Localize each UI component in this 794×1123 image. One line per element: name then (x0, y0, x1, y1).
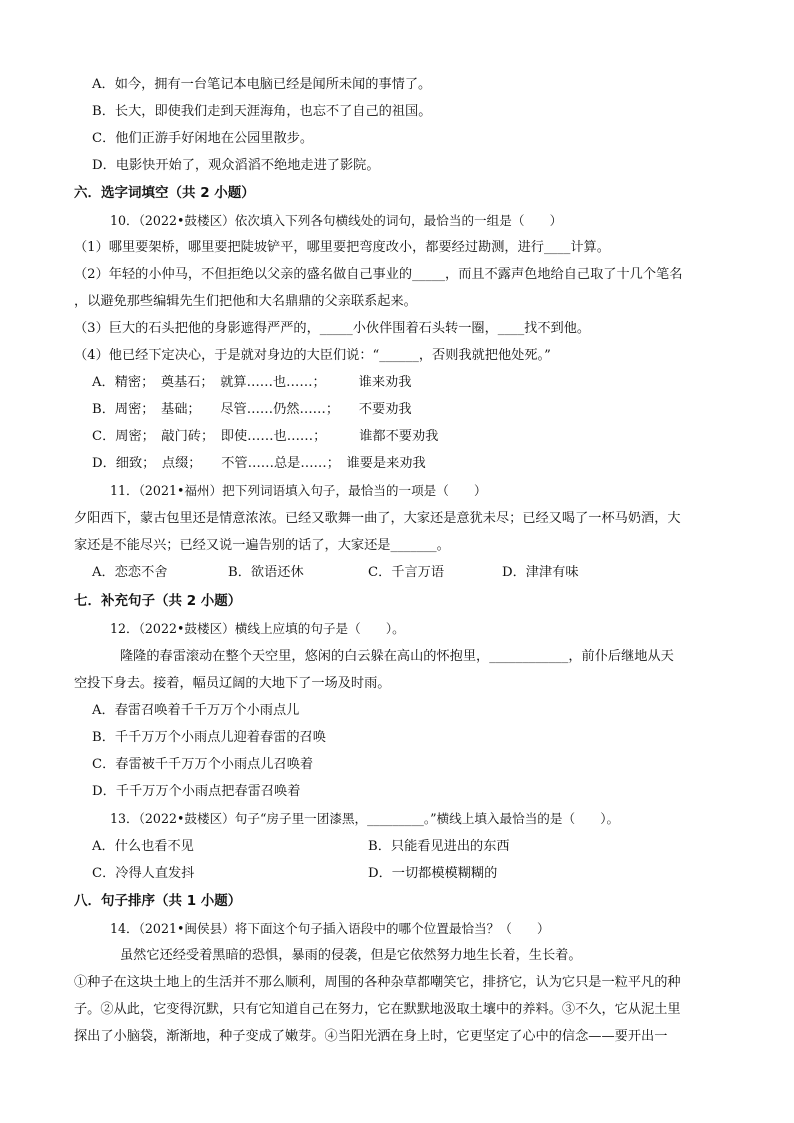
question-stem: 10．（2022•鼓楼区）依次填入下列各句横线处的词句，最恰当的一组是（ ） (110, 213, 563, 228)
option-c: C．周密； 敲门砖； 即使……也……； 谁都不要劝我 (92, 429, 439, 444)
option-b: B．千千万万个小雨点儿迎着春雷的召唤 (92, 730, 326, 745)
option-b: B．长大，即使我们走到天涯海角，也忘不了自己的祖国。 (92, 104, 432, 119)
option-b: B．只能看见进出的东西 (368, 839, 510, 854)
option-c: C．他们正游手好闲地在公园里散步。 (92, 131, 314, 146)
quoted-sentence: 虽然它还经受着黑暗的恐惧，暴雨的侵袭，但是它依然努力地生长着，生长着。 (120, 948, 582, 963)
option-a: A．春雷召唤着千千万万个小雨点儿 (92, 703, 300, 718)
option-d: D．电影快开始了，观众滔滔不绝地走进了影院。 (92, 158, 380, 173)
option-d: D．细致； 点缀； 不管……总是……； 谁要是来劝我 (92, 456, 426, 471)
question-stem: 12．（2022•鼓楼区）横线上应填的句子是（ ）。 (110, 621, 405, 636)
question-line: （2）年轻的小仲马，不但拒绝以父亲的盛名做自己事业的_____，而且不露声色地给自己取了十几个笔名 (74, 267, 683, 282)
section-title: 八．句子排序（共 1 小题） (74, 893, 242, 909)
question-line: 夕阳西下，蒙古包里还是情意浓浓。已经又歌舞一曲了，大家还是意犹未尽；已经又喝了一杯马奶酒，大 (74, 511, 681, 526)
option-c: C．千言万语 (368, 565, 445, 580)
option-a: A．什么也看不见 (92, 839, 194, 854)
question-line: 家还是不能尽兴；已经又说一遍告别的话了，大家还是_______。 (74, 538, 450, 553)
passage-line: ①种子在这块土地上的生活并不那么顺利，周围的各种杂草都嘲笑它，排挤它，认为它只是一粒平凡的种 (74, 975, 681, 990)
option-c: C．冷得人直发抖 (92, 866, 195, 881)
option-a: A．精密； 奠基石； 就算……也……； 谁来劝我 (92, 375, 412, 390)
question-stem: 14．（2021•闽侯县）将下面这个句子插入语段中的哪个位置最恰当？（ ） (110, 921, 550, 936)
option-b: B．欲语还休 (228, 565, 304, 580)
option-d: D．一切都模模糊糊的 (368, 866, 498, 881)
question-stem: 13．（2022•鼓楼区）句子“房子里一团漆黑，_________。”横线上填入最恰当的是（ ）。 (110, 811, 620, 826)
passage-line: 隆隆的春雷滚动在整个天空里，悠闲的白云躲在高山的怀抱里，____________，前仆后继地从天 (120, 649, 674, 664)
passage-line: 子。②从此，它变得沉默，只有它知道自己在努力，它在默默地汲取土壤中的养料。③不久，它从泥土里 (74, 1002, 681, 1017)
question-line: （3）巨大的石头把他的身影遮得严严的，_____小伙伴围着石头转一圈，____找不到他。 (74, 321, 591, 336)
question-line: （1）哪里要架桥，哪里要把陡坡铲平，哪里要把弯度改小，都要经过勘测，进行____计算。 (74, 240, 610, 255)
section-title: 七．补充句子（共 2 小题） (74, 593, 242, 609)
question-line: （4）他已经下定决心，于是就对身边的大臣们说：“______，否则我就把他处死。” (74, 348, 551, 363)
option-d: D．津津有味 (502, 565, 579, 580)
option-a: A．如今，拥有一台笔记本电脑已经是闻所未闻的事情了。 (92, 77, 432, 92)
question-line: ，以避免那些编辑先生们把他和大名鼎鼎的父亲联系起来。 (74, 294, 417, 309)
question-stem: 11．（2021•福州）把下列词语填入句子，最恰当的一项是（ ） (110, 483, 487, 498)
section-title: 六．选字词填空（共 2 小题） (74, 185, 255, 201)
option-c: C．春雷被千千万万个小雨点儿召唤着 (92, 757, 314, 772)
passage-line: 空投下身去。接着，幅员辽阔的大地下了一场及时雨。 (74, 676, 391, 691)
passage-line: 探出了小脑袋，渐渐地，种子变成了嫩芽。④当阳光洒在身上时，它更坚定了心中的信念——要开出一 (74, 1029, 668, 1044)
option-d: D．千千万万个小雨点把春雷召唤着 (92, 784, 301, 799)
option-b: B．周密； 基础； 尽管……仍然……； 不要劝我 (92, 402, 412, 417)
option-a: A．恋恋不舍 (92, 565, 168, 580)
